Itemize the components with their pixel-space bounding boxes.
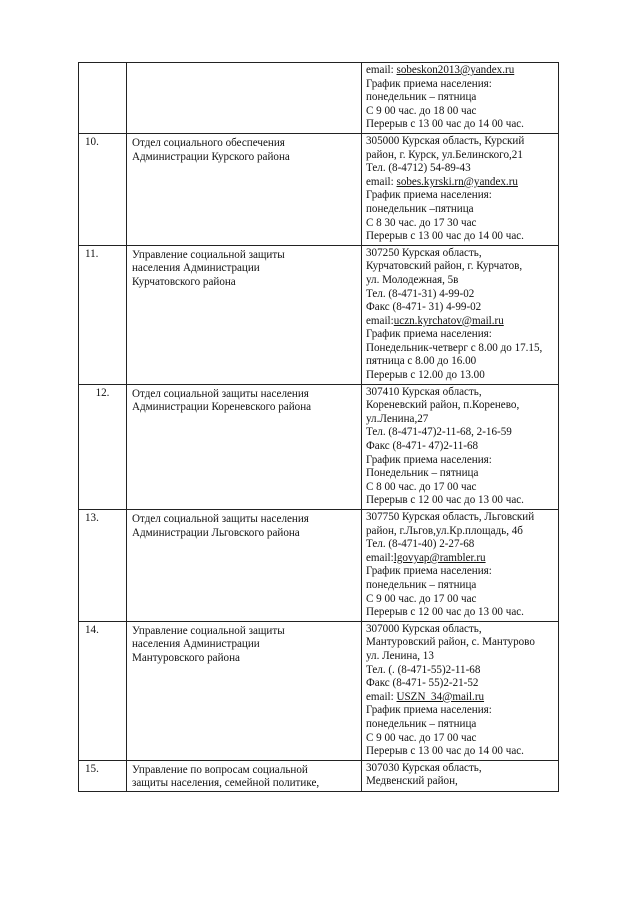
email-link[interactable]: uczn.kyrchatov@mail.ru — [393, 314, 504, 327]
email-link[interactable]: sobeskon2013@yandex.ru — [396, 64, 515, 76]
row-number: 12. — [79, 384, 127, 509]
contact-line: Кореневский район, п.Коренево, — [366, 399, 520, 412]
contact-line: ул. Ленина, 13 — [366, 649, 434, 662]
row-number — [79, 63, 127, 134]
table-body — [79, 63, 559, 792]
contact-info — [362, 245, 559, 384]
contact-line: С 9 00 час. до 17 00 час — [366, 592, 477, 605]
contact-line: 307750 Курская область, Льговский — [366, 511, 535, 523]
department-name-line: Отдел социального обеспечения — [132, 136, 285, 149]
contact-line: Перерыв с 13 00 час до 14 00 час. — [366, 118, 524, 131]
contact-line: понедельник – пятница — [366, 91, 477, 104]
contact-line: 307250 Курская область, — [366, 246, 482, 259]
department-name-line: Управление социальной защиты — [132, 624, 285, 637]
contact-line: понедельник – пятница — [366, 578, 477, 591]
contact-info — [362, 621, 559, 760]
department-name-line: защиты населения, семейной политике, — [132, 777, 320, 790]
contact-line: График приема населения: — [366, 704, 492, 717]
contact-line: График приема населения: — [366, 77, 492, 90]
email-link[interactable]: USZN_34@mail.ru — [396, 690, 485, 703]
contact-line: Тел. (. (8-471-55)2-11-68 — [366, 663, 481, 676]
contact-line: С 8 30 час. до 17 30 час — [366, 216, 477, 229]
contact-info — [362, 133, 559, 245]
table-row — [79, 63, 559, 134]
department-name-line: населения Администрации — [132, 262, 260, 275]
department-name — [127, 133, 362, 245]
contact-line: Факс (8-471- 55)2-21-52 — [366, 677, 479, 690]
table-row — [79, 245, 559, 384]
contact-line: Понедельник – пятница — [366, 467, 479, 480]
contact-line: Перерыв с 12 00 час до 13 00 час. — [366, 606, 524, 619]
contact-line: График приема населения: — [366, 453, 492, 466]
contact-line: район, г.Льгов,ул.Кр.площадь, 4б — [366, 524, 523, 537]
contact-line: район, г. Курск, ул.Белинского,21 — [366, 148, 523, 161]
table-row — [79, 760, 559, 791]
contact-line: Тел. (8-471-31) 4-99-02 — [366, 287, 475, 300]
department-name-line: Администрации Курского района — [132, 150, 290, 163]
contact-line: Тел. (8-4712) 54-89-43 — [366, 162, 471, 175]
contact-line: С 8 00 час. до 17 00 час — [366, 480, 477, 493]
department-name-line: Отдел социальной защиты населения — [132, 513, 309, 525]
email-link[interactable]: lgovyap@rambler.ru — [393, 551, 486, 564]
department-name — [127, 384, 362, 509]
email-link[interactable]: sobes.kyrski.rn@yandex.ru — [396, 175, 518, 188]
contact-line: Тел. (8-471-47)2-11-68, 2-16-59 — [366, 426, 512, 439]
email-line: email: sobeskon2013@yandex.ru — [366, 64, 515, 76]
row-number: 14. — [79, 621, 127, 760]
contact-line: График приема населения: — [366, 565, 492, 578]
table-row — [79, 133, 559, 245]
contact-line: График приема населения: — [366, 328, 492, 341]
contact-line: Понедельник-четверг с 8.00 до 17.15, — [366, 341, 543, 354]
contact-line: Медвенский район, — [366, 775, 458, 788]
contact-line: пятница с 8.00 до 16.00 — [366, 355, 477, 368]
contact-line: С 9 00 час. до 17 00 час — [366, 731, 477, 744]
contact-line: График приема населения: — [366, 189, 492, 202]
contact-info — [362, 63, 559, 134]
department-name — [127, 621, 362, 760]
contact-info — [362, 760, 559, 791]
department-name-line: Администрации Кореневского района — [132, 401, 312, 414]
row-number: 15. — [79, 760, 127, 791]
contact-line: ул. Молодежная, 5в — [366, 273, 459, 286]
contact-line: понедельник –пятница — [366, 202, 474, 215]
contact-line: Факс (8-471- 31) 4-99-02 — [366, 301, 482, 314]
email-line: email:lgovyap@rambler.ru — [366, 551, 486, 564]
contact-line: ул.Ленина,27 — [366, 412, 429, 425]
department-name-line: Управление социальной защиты — [132, 248, 285, 261]
department-name — [127, 63, 362, 134]
contact-info — [362, 510, 559, 622]
department-name-line: Управление по вопросам социальной — [132, 763, 308, 776]
table-row — [79, 384, 559, 509]
contact-line: Курчатовский район, г. Курчатов, — [366, 260, 523, 273]
row-number: 11. — [79, 245, 127, 384]
department-name — [127, 245, 362, 384]
row-number: 10. — [79, 133, 127, 245]
contact-line: Тел. (8-471-40) 2-27-68 — [366, 538, 475, 551]
table-row — [79, 621, 559, 760]
contact-line: Перерыв с 12.00 до 13.00 — [366, 369, 485, 382]
contact-line: 307410 Курская область, — [366, 385, 482, 398]
contact-line: 307030 Курская область, — [366, 761, 482, 774]
department-name-line: Курчатовского района — [132, 275, 236, 288]
department-name-line: Администрации Льговского района — [132, 526, 300, 539]
email-line: email: sobes.kyrski.rn@yandex.ru — [366, 175, 518, 188]
department-name — [127, 760, 362, 791]
table-row — [79, 510, 559, 622]
row-number: 13. — [79, 510, 127, 622]
email-line: email:uczn.kyrchatov@mail.ru — [366, 314, 504, 327]
contact-line: Перерыв с 13 00 час до 14 00 час. — [366, 230, 524, 243]
contact-line: 307000 Курская область, — [366, 622, 482, 635]
contact-line: Перерыв с 12 00 час до 13 00 час. — [366, 494, 524, 507]
department-name — [127, 510, 362, 622]
email-line: email: USZN_34@mail.ru — [366, 690, 485, 703]
contact-line: Перерыв с 13 00 час до 14 00 час. — [366, 745, 524, 758]
department-name-line: населения Администрации — [132, 638, 260, 651]
contact-line: Мантуровский район, с. Мантурово — [366, 636, 535, 649]
contact-line: С 9 00 час. до 18 00 час — [366, 104, 477, 117]
department-name-line: Мантуровского района — [132, 651, 240, 664]
contact-line: Факс (8-471- 47)2-11-68 — [366, 440, 479, 453]
contact-info — [362, 384, 559, 509]
department-name-line: Отдел социальной защиты населения — [132, 387, 309, 400]
contact-line: понедельник – пятница — [366, 717, 477, 730]
contact-line: 305000 Курская область, Курский — [366, 134, 525, 147]
contacts-table — [78, 62, 559, 792]
